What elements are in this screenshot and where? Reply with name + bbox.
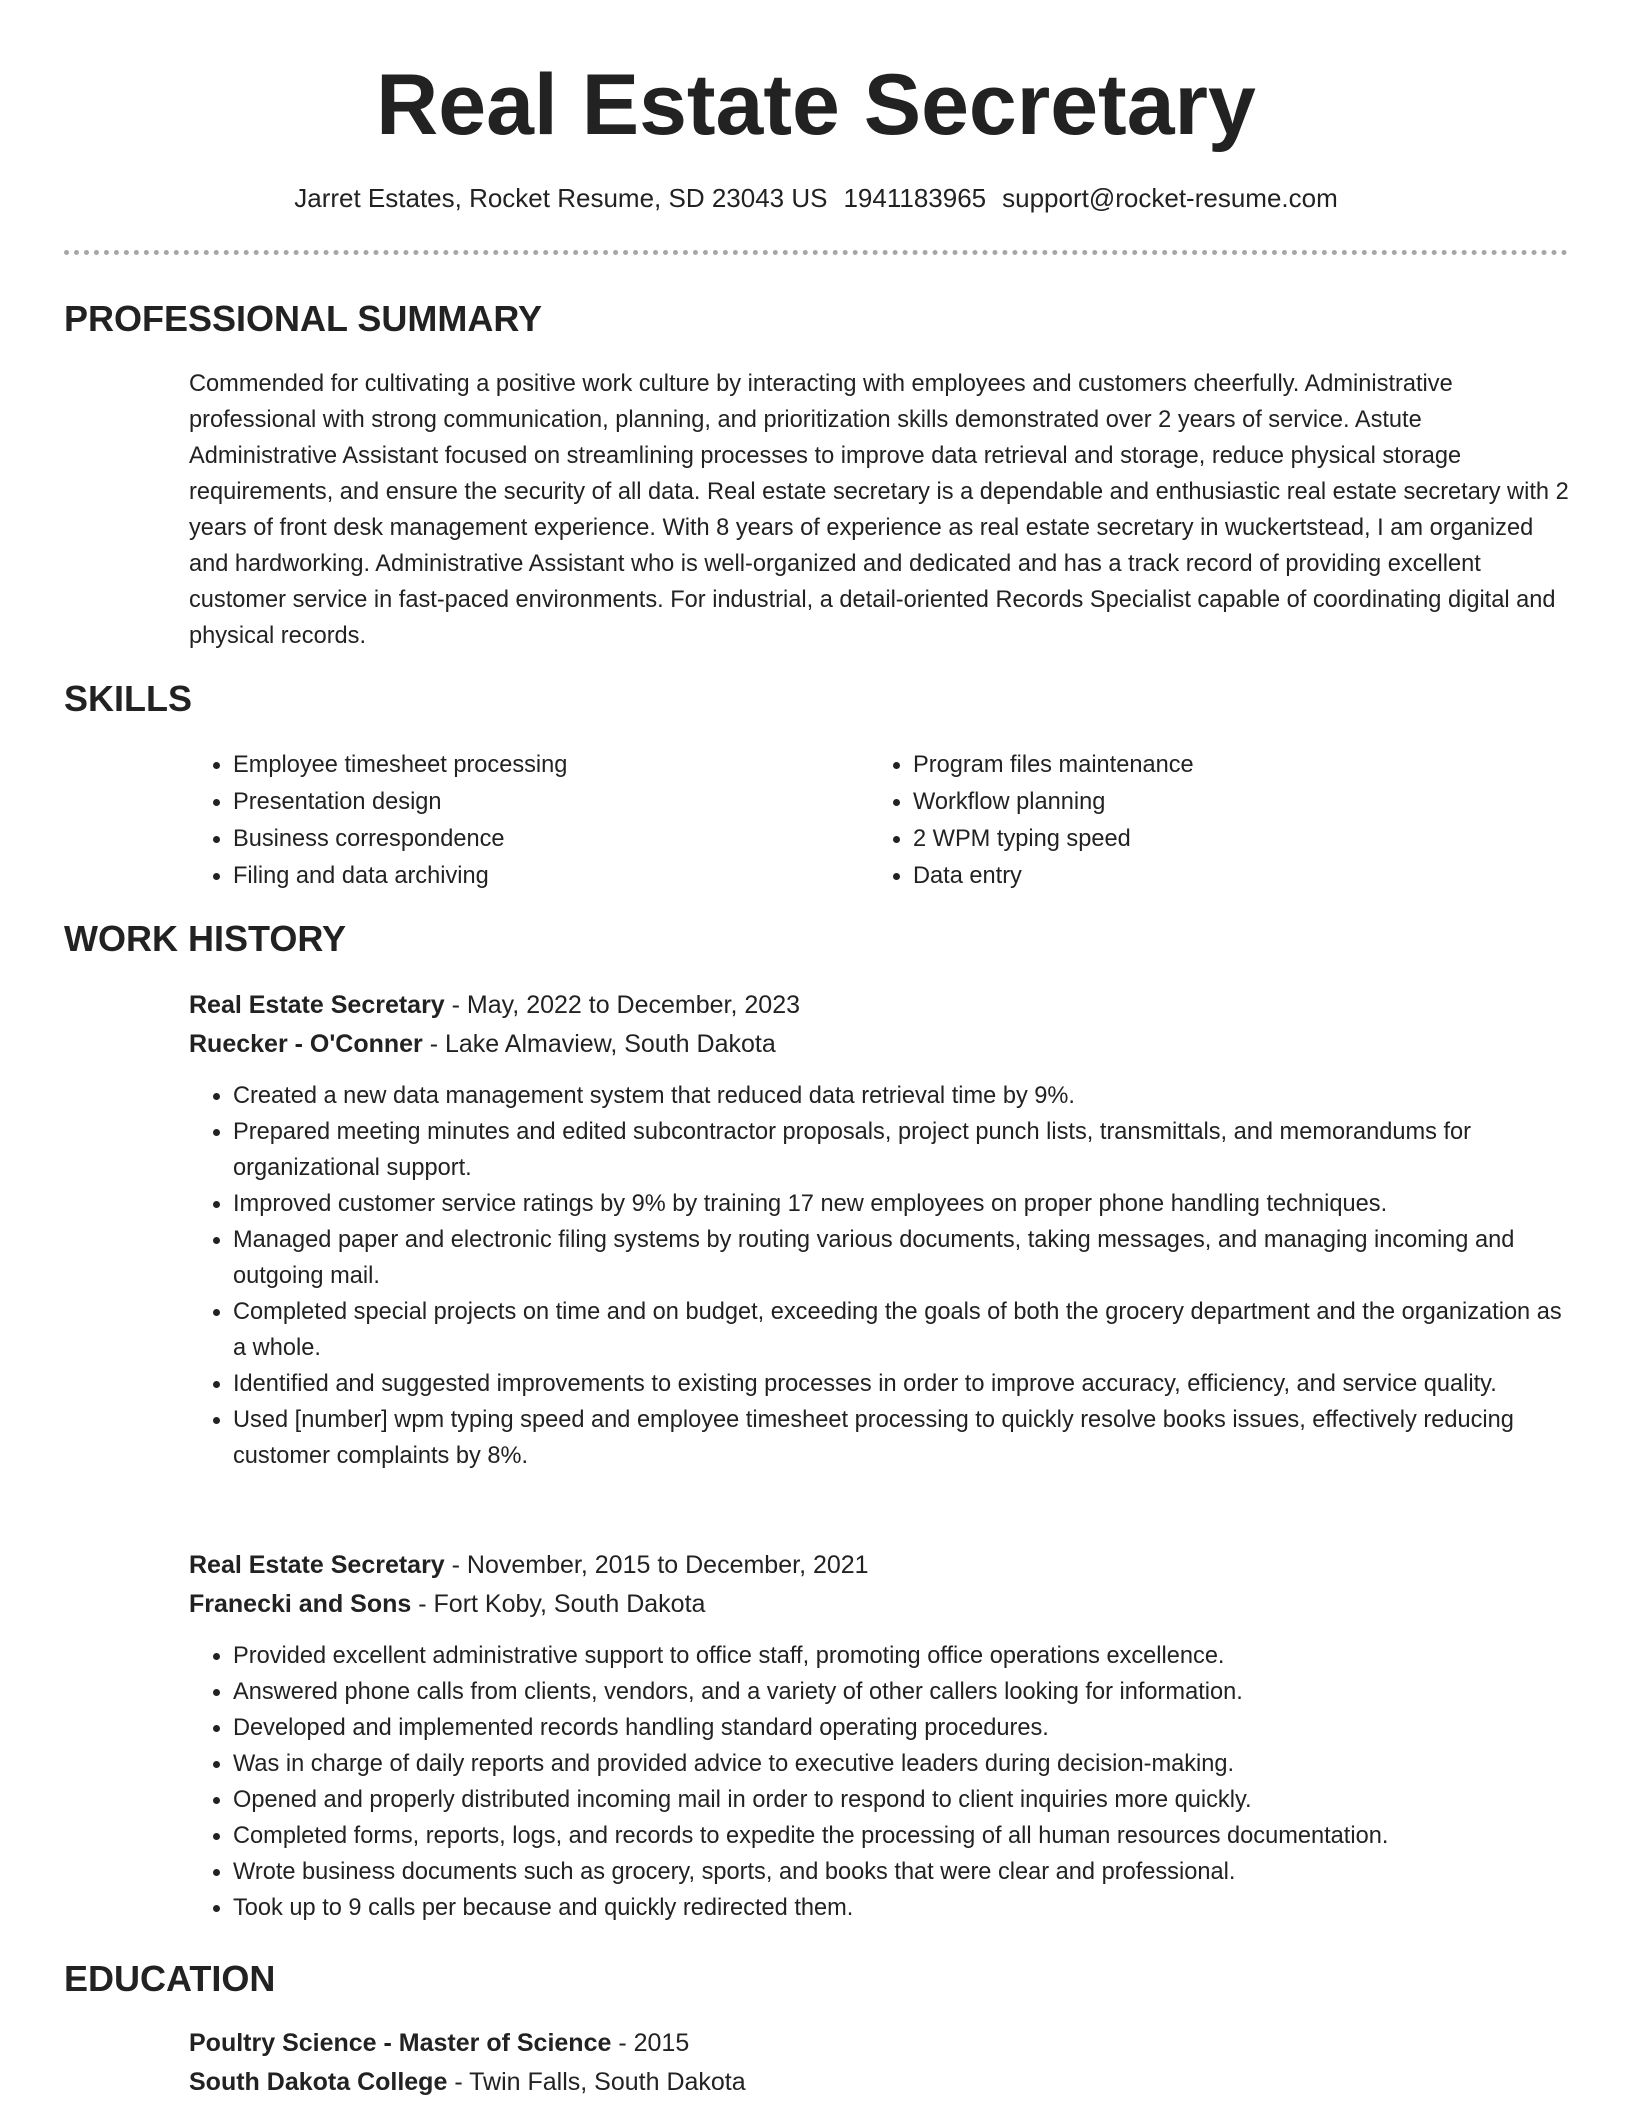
skills-column-left <box>189 747 869 895</box>
job-company-line <box>189 1585 1569 1624</box>
job-bullet: • Completed forms, reports, logs, and records to expedite the processing of all human resources documentation. <box>233 1818 1569 1854</box>
education-school: South Dakota College <box>189 2068 448 2096</box>
job-title-line <box>189 1546 1569 1585</box>
job-company: Ruecker - O'Conner <box>189 1030 423 1058</box>
job-bullet: • Used [number] wpm typing speed and employee timesheet processing to quickly resolve books issues, effectively reducing customer complaints by 8%. <box>233 1402 1569 1474</box>
education-entry <box>189 2024 1569 2102</box>
job-title: Real Estate Secretary <box>189 1551 445 1579</box>
job-bullet: • Answered phone calls from clients, vendors, and a variety of other callers looking for information. <box>233 1674 1569 1710</box>
skill-item: • Filing and data archiving <box>233 858 869 895</box>
section-title-skills: SKILLS <box>64 678 193 719</box>
job-company: Franecki and Sons <box>189 1590 412 1618</box>
job-bullet: • Was in charge of daily reports and provided advice to executive leaders during decision-making. <box>233 1746 1569 1782</box>
job-title: Real Estate Secretary <box>189 991 445 1019</box>
education-year: - 2015 <box>611 2029 690 2057</box>
job-bullet: • Opened and properly distributed incoming mail in order to respond to client inquiries more quickly. <box>233 1782 1569 1818</box>
contact-phone: 1941183965 <box>843 183 987 213</box>
education-location: - Twin Falls, South Dakota <box>447 2068 746 2096</box>
education-school-line <box>189 2063 1569 2102</box>
contact-address: Jarret Estates, Rocket Resume, SD 23043 US <box>294 183 828 213</box>
skill-item: • Presentation design <box>233 784 869 821</box>
job-location: - Lake Almaview, South Dakota <box>422 1030 776 1058</box>
job-bullets <box>189 1078 1569 1474</box>
job-bullet: • Provided excellent administrative support to office staff, promoting office operations excellence. <box>233 1638 1569 1674</box>
job-bullet: • Prepared meeting minutes and edited subcontractor proposals, project punch lists, transmittals, and memorandums for organizational support. <box>233 1114 1569 1186</box>
job-bullet: • Wrote business documents such as grocery, sports, and books that were clear and professional. <box>233 1854 1569 1890</box>
job-title-line <box>189 986 1569 1025</box>
contact-line <box>0 180 1632 216</box>
summary-text: Commended for cultivating a positive work culture by interacting with employees and customers cheerfully. Administrative professional with strong communication, planning, and prioritization skills demonstrated over 2 years of service. Astute Administrative Assistant focused on streamlining processes to improve data retrieval and storage, reduce physical storage requirements, and ensure the security of all data. Real estate secretary is a dependable and enthusiastic real estate secretary with 2 years of front desk management experience. With 8 years of experience as real estate secretary in wuckertstead, I am organized and hardworking. Administrative Assistant who is well-organized and dedicated and has a track record of providing excellent customer service in fast-paced environments. For industrial, a detail-oriented Records Specialist capable of coordinating digital and physical records. <box>189 371 1569 649</box>
job-bullets <box>189 1638 1569 1926</box>
job-bullet: • Took up to 9 calls per because and quickly redirected them. <box>233 1890 1569 1926</box>
section-title-work: WORK HISTORY <box>64 918 347 959</box>
job-location: - Fort Koby, South Dakota <box>411 1590 706 1618</box>
skill-item: • Business correspondence <box>233 821 869 858</box>
education-degree: Poultry Science - Master of Science <box>189 2029 612 2057</box>
job-dates: - November, 2015 to December, 2021 <box>444 1551 869 1579</box>
job-bullet: • Developed and implemented records handling standard operating procedures. <box>233 1710 1569 1746</box>
skills-list <box>189 747 1569 895</box>
contact-email: support@rocket-resume.com <box>1002 183 1338 213</box>
job-bullet: • Completed special projects on time and on budget, exceeding the goals of both the grocery department and the organization as a whole. <box>233 1294 1569 1366</box>
header-divider <box>64 250 1568 255</box>
job-company-line <box>189 1025 1569 1064</box>
skill-item: • Program files maintenance <box>913 747 1549 784</box>
education-degree-line <box>189 2024 1569 2063</box>
job-bullet: • Created a new data management system that reduced data retrieval time by 9%. <box>233 1078 1569 1114</box>
skill-item: • Workflow planning <box>913 784 1549 821</box>
job-bullet: • Identified and suggested improvements to existing processes in order to improve accuracy, efficiency, and service quality. <box>233 1366 1569 1402</box>
resume-name: Real Estate Secretary <box>376 57 1256 153</box>
section-title-education: EDUCATION <box>64 1958 276 1999</box>
work-entry <box>189 1546 1569 1926</box>
skills-column-right <box>869 747 1549 895</box>
skill-item: • Data entry <box>913 858 1549 895</box>
work-entry <box>189 986 1569 1474</box>
job-bullet: • Managed paper and electronic filing systems by routing various documents, taking messages, and managing incoming and outgoing mail. <box>233 1222 1569 1294</box>
job-dates: - May, 2022 to December, 2023 <box>444 991 801 1019</box>
skill-item: • Employee timesheet processing <box>233 747 869 784</box>
job-bullet: • Improved customer service ratings by 9% by training 17 new employees on proper phone handling techniques. <box>233 1186 1569 1222</box>
skill-item: • 2 WPM typing speed <box>913 821 1549 858</box>
section-title-summary: PROFESSIONAL SUMMARY <box>64 298 543 339</box>
